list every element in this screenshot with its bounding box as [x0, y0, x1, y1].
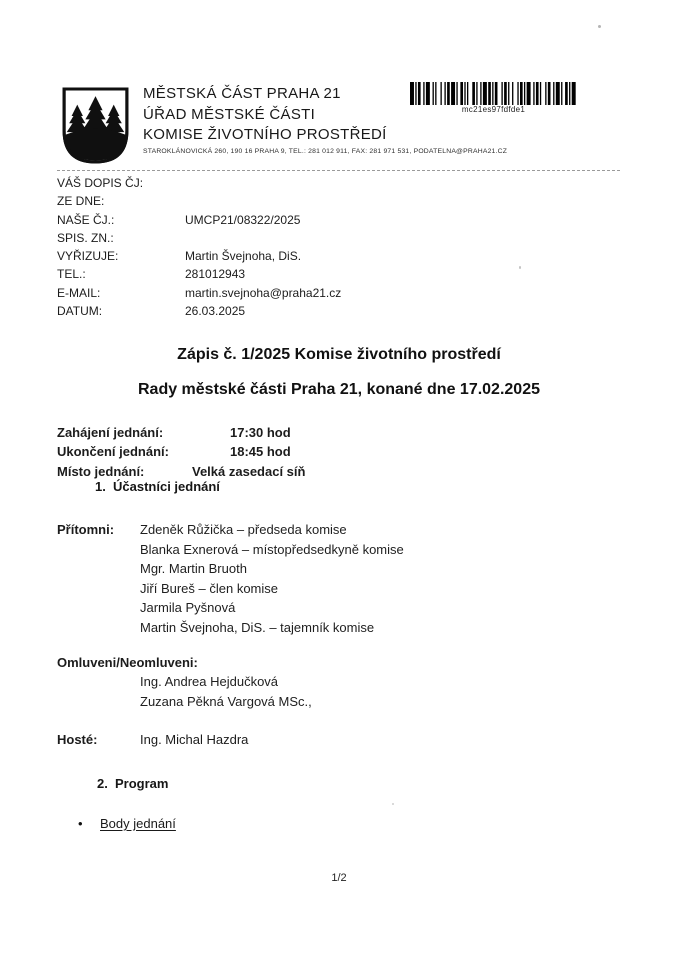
- meta-row-datum: [57, 302, 477, 320]
- org-name-line-2: ÚŘAD MĚSTSKÉ ČÁSTI: [143, 105, 316, 123]
- meeting-value: 18:45 hod: [230, 444, 291, 460]
- section-heading-participants: [95, 479, 220, 494]
- present-names: [140, 520, 404, 637]
- guest-name: Ing. Michal Hazdra: [140, 732, 249, 747]
- attendee-name: Blanka Exnerová – místopředsedkyně komise: [140, 541, 404, 557]
- meeting-info: [57, 423, 507, 481]
- meta-label: NAŠE ČJ.:: [57, 212, 115, 227]
- meeting-place-row: [57, 462, 507, 481]
- page-number: 1/2: [331, 872, 347, 884]
- program-bullet-item: [78, 814, 176, 833]
- excused-names: [140, 672, 312, 711]
- barcode: [410, 82, 577, 114]
- org-name-line-3: KOMISE ŽIVOTNÍHO PROSTŘEDÍ: [143, 126, 387, 143]
- meeting-end-row: [57, 442, 507, 461]
- program-bullet-label: Body jednání: [100, 816, 176, 831]
- coat-of-arms-logo-icon: [61, 86, 130, 165]
- attendee-name: Mgr. Martin Bruoth: [140, 561, 247, 576]
- attendee-name: Zdeněk Růžička – předseda komise: [140, 522, 347, 537]
- org-name-line-1: MĚSTSKÁ ČÁST PRAHA 21: [143, 85, 341, 102]
- letter-metadata: [57, 174, 477, 320]
- meta-row-email: [57, 284, 477, 302]
- meta-value: 26.03.2025: [185, 304, 246, 319]
- meeting-value: 17:30 hod: [230, 425, 291, 440]
- meta-value: 281012943: [185, 267, 246, 282]
- meta-row-ze-dne: [57, 192, 477, 210]
- meta-row-spis-zn: [57, 229, 477, 247]
- header-separator-line: [57, 170, 620, 171]
- meta-row-tel: [57, 265, 477, 283]
- present-label: Přítomni:: [57, 522, 115, 537]
- guests-row: [57, 730, 457, 750]
- section-title: Program: [115, 776, 169, 791]
- excused-label: Omluveni/Neomluveni:: [57, 655, 198, 670]
- meeting-label: Místo jednání:: [57, 463, 145, 479]
- guests-label: Hosté:: [57, 732, 98, 747]
- excused-name: Zuzana Pěkná Vargová MSc.,: [140, 693, 312, 709]
- meta-label: DATUM:: [57, 304, 103, 319]
- barcode-image: [410, 82, 577, 105]
- meta-row-vas-dopis: [57, 174, 477, 192]
- meta-label: E-MAIL:: [57, 285, 101, 300]
- attendee-name: Martin Švejnoha, DiS. – tajemník komise: [140, 619, 375, 635]
- meta-label: TEL.:: [57, 267, 86, 282]
- meeting-value: Velká zasedací síň: [192, 463, 306, 479]
- meta-value: Martin Švejnoha, DiS.: [185, 249, 302, 264]
- scan-artifact: [598, 25, 601, 28]
- meeting-label: Ukončení jednání:: [57, 444, 169, 460]
- meta-row-nase-cj: [57, 211, 477, 229]
- document-title-line-2: Rady městské části Praha 21, konané dne 17.02.2025: [137, 381, 540, 398]
- attendee-name: Jiří Bureš – člen komise: [140, 580, 278, 596]
- section-title: Účastníci jednání: [113, 479, 220, 494]
- meta-value: UMCP21/08322/2025: [185, 212, 301, 227]
- bullet-icon: •: [78, 816, 83, 831]
- meeting-label: Zahájení jednání:: [57, 425, 164, 440]
- document-title-line-1: Zápis č. 1/2025 Komise životního prostředí: [177, 346, 501, 363]
- scan-artifact: [392, 803, 394, 805]
- org-address-line: STAROKLÁNOVICKÁ 260, 190 16 PRAHA 9, TEL.: 281 012 911, FAX: 281 971 531, PODATELNA@PRAHA21.CZ: [143, 148, 508, 155]
- section-heading-program: [97, 776, 168, 791]
- barcode-label: mc21es97fdfde1: [461, 105, 526, 114]
- meta-value: martin.svejnoha@praha21.cz: [185, 285, 342, 300]
- scan-artifact: [519, 266, 521, 269]
- section-number: 1.: [95, 479, 106, 494]
- meta-label: ZE DNE:: [57, 194, 105, 209]
- meta-row-vyrizuje: [57, 247, 477, 265]
- attendee-name: Jarmila Pyšnová: [140, 600, 236, 615]
- meta-label: SPIS. ZN.:: [57, 230, 114, 245]
- meeting-start-row: [57, 423, 507, 442]
- excused-name: Ing. Andrea Hejdučková: [140, 674, 279, 689]
- meta-label: VYŘIZUJE:: [57, 249, 119, 264]
- meta-label: VÁŠ DOPIS ČJ:: [57, 176, 144, 190]
- section-number: 2.: [97, 776, 108, 791]
